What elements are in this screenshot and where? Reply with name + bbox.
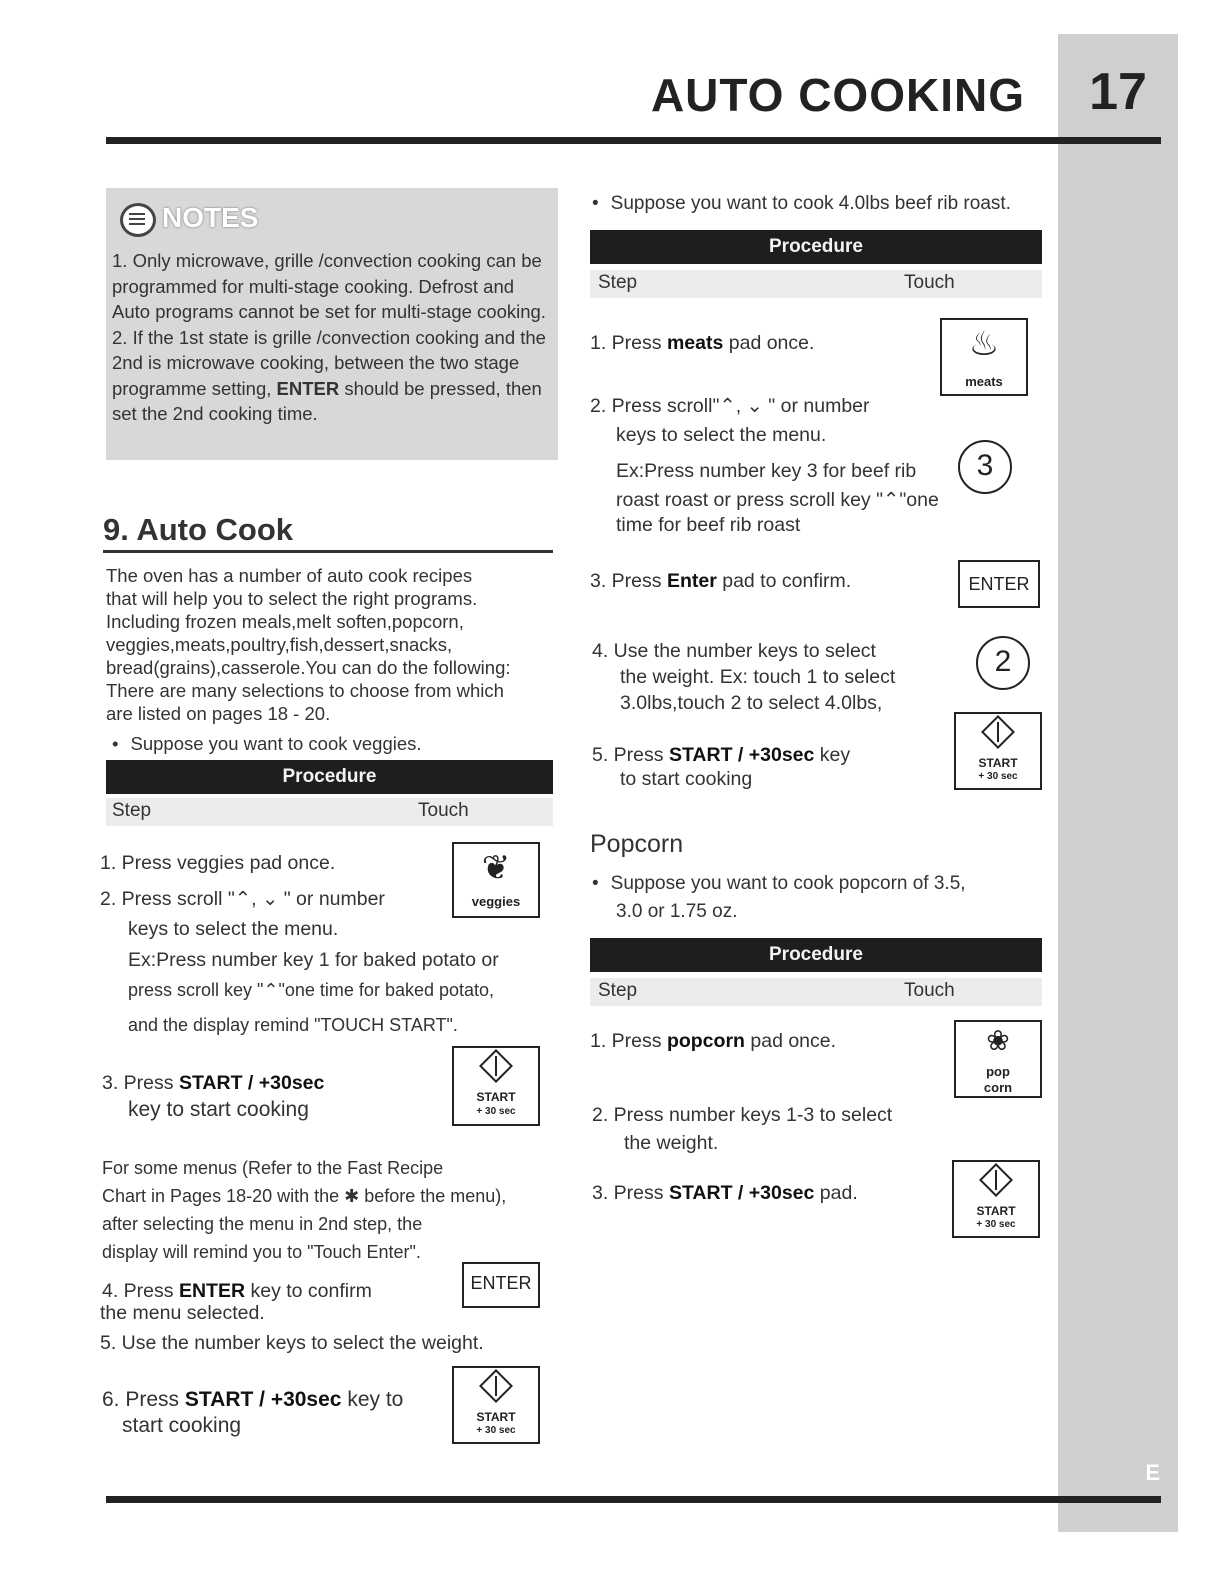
- popcorn-bullet: • Suppose you want to cook popcorn of 3.5,: [592, 872, 966, 895]
- veggies-key-label: veggies: [471, 894, 521, 909]
- start-key-sublabel: + 30 sec: [476, 1425, 516, 1436]
- popcorn-key-label-1: pop: [986, 1064, 1010, 1079]
- popcorn-key[interactable]: [954, 1020, 1042, 1098]
- section-rule: [103, 550, 553, 553]
- veggies-step-2-line3: Ex:Press number key 1 for baked potato or: [128, 949, 499, 971]
- procedure-bar: Procedure: [106, 760, 553, 794]
- popcorn-key-label-2: corn: [983, 1080, 1013, 1095]
- veggies-step-6: 6. Press START / +30sec key to: [102, 1388, 404, 1411]
- veggies-step-2-line5: and the display remind "TOUCH START".: [128, 1015, 458, 1035]
- beef-bullet: • Suppose you want to cook 4.0lbs beef rib roast.: [592, 192, 1011, 215]
- start-icon-bar: [495, 1056, 497, 1076]
- start-key-sublabel: + 30 sec: [978, 771, 1018, 782]
- popcorn-step-1: 1. Press popcorn pad once.: [590, 1030, 837, 1052]
- enter-key[interactable]: ENTER: [462, 1262, 540, 1308]
- page-title: AUTO COOKING: [650, 69, 1025, 121]
- veggies-key[interactable]: [452, 842, 540, 918]
- veggies-icon: ❦: [481, 849, 511, 887]
- meats-key[interactable]: [940, 318, 1028, 396]
- veggies-step-4: 4. Press ENTER key to confirm: [102, 1280, 372, 1302]
- start-key-label: START: [476, 1410, 516, 1424]
- notes-body: [112, 248, 552, 427]
- start-key-sublabel: + 30 sec: [476, 1106, 516, 1117]
- start-icon-bar: [997, 722, 999, 742]
- veggies-step-4-line2: the menu selected.: [100, 1302, 265, 1324]
- beef-step-4: 4. Use the number keys to select: [592, 640, 876, 662]
- enter-note: For some menus (Refer to the Fast Recipe Chart in Pages 18-20 with the ✱ before the menu), after selecting the menu in 2nd step, the display will remind you to "Touch Enter".: [102, 1158, 507, 1262]
- veggies-step-1: 1. Press veggies pad once.: [100, 852, 336, 874]
- start-key-label: START: [978, 756, 1018, 770]
- meats-icon: ♨: [968, 325, 1000, 363]
- notes-icon: [120, 203, 156, 237]
- beef-step-2-line4: roast roast or press scroll key "⌃"one: [616, 489, 939, 511]
- popcorn-step-2-line2: the weight.: [624, 1132, 719, 1154]
- beef-step-5-line2: to start cooking: [620, 768, 753, 790]
- step-touch-row: Step Touch: [590, 978, 1042, 1006]
- beef-step-2: 2. Press scroll"⌃, ⌄ " or number: [590, 395, 870, 417]
- start-key-sublabel: + 30 sec: [976, 1219, 1016, 1230]
- notes-box: [106, 188, 558, 460]
- start-key[interactable]: [452, 1046, 540, 1126]
- start-key-label: START: [976, 1204, 1016, 1218]
- beef-step-5: 5. Press START / +30sec key: [592, 744, 851, 766]
- language-letter: E: [1145, 1460, 1160, 1485]
- veggies-step-2-line2: keys to select the menu.: [128, 918, 339, 940]
- step-touch-row: Step Touch: [590, 270, 1042, 298]
- beef-step-2-line5: time for beef rib roast: [616, 514, 801, 536]
- popcorn-step-2: 2. Press number keys 1-3 to select: [592, 1104, 893, 1126]
- note-item-2: 2. If the 1st state is grille /convection cooking and the 2nd is microwave cooking, between the two stage programme setting, ENTER should be pressed, then set the 2nd cooking time.: [112, 326, 546, 424]
- number-key-2[interactable]: 2: [976, 636, 1030, 690]
- popcorn-icon: ❀: [986, 1025, 1010, 1056]
- veggies-step-3-line2: key to start cooking: [128, 1098, 309, 1121]
- veggies-step-6-line2: start cooking: [122, 1414, 242, 1437]
- enter-key[interactable]: ENTER: [958, 560, 1040, 608]
- footer-rule: [106, 1496, 1161, 1503]
- popcorn-heading: Popcorn: [590, 830, 684, 858]
- beef-step-2-line3: Ex:Press number key 3 for beef rib: [616, 460, 917, 482]
- veggies-step-2-line4: press scroll key "⌃"one time for baked potato,: [128, 980, 495, 1000]
- beef-step-4-line3: 3.0lbs,touch 2 to select 4.0lbs,: [620, 692, 883, 714]
- procedure-bar: Procedure: [590, 938, 1042, 972]
- side-tab: [1058, 34, 1178, 1532]
- start-icon-bar: [995, 1170, 997, 1190]
- start-key[interactable]: [452, 1366, 540, 1444]
- beef-step-2-line2: keys to select the menu.: [616, 424, 827, 446]
- note-item-1: 1. Only microwave, grille /convection cooking can be programmed for multi-stage cooking. Defrost and Auto programs cannot be set for multi-stage cooking.: [112, 250, 546, 322]
- section-heading: 9. Auto Cook: [103, 512, 294, 547]
- popcorn-bullet-line2: 3.0 or 1.75 oz.: [616, 901, 738, 922]
- start-key[interactable]: [954, 712, 1042, 790]
- beef-step-3: 3. Press Enter pad to confirm.: [590, 570, 852, 592]
- veggies-step-3: 3. Press START / +30sec: [102, 1072, 325, 1094]
- page-number: 17: [1089, 63, 1147, 121]
- start-key-label: START: [476, 1090, 516, 1104]
- intro-text: The oven has a number of auto cook recipes that will help you to select the right programs. Including frozen meals,melt soften,popcorn, veggies,meats,poultry,fish,dessert,snacks, bread(grains),casserole.You can do the following: There are many selections to choose from which are listed on pages 18 - 20.: [106, 565, 511, 724]
- popcorn-step-3: 3. Press START / +30sec pad.: [592, 1182, 858, 1204]
- veggies-step-2: 2. Press scroll "⌃, ⌄ " or number: [100, 888, 385, 910]
- procedure-bar: Procedure: [590, 230, 1042, 264]
- header-rule: [106, 137, 1161, 144]
- step-touch-row: Step Touch: [106, 798, 553, 826]
- start-key[interactable]: [952, 1160, 1040, 1238]
- beef-step-1: 1. Press meats pad once.: [590, 332, 815, 354]
- veggies-step-5: 5. Use the number keys to select the weight.: [100, 1332, 484, 1354]
- beef-step-4-line2: the weight. Ex: touch 1 to select: [620, 666, 896, 688]
- meats-key-label: meats: [965, 374, 1003, 389]
- number-key-3[interactable]: 3: [958, 440, 1012, 494]
- start-icon-bar: [495, 1376, 497, 1396]
- notes-heading: NOTES: [120, 202, 258, 237]
- veggies-bullet: • Suppose you want to cook veggies.: [112, 732, 422, 755]
